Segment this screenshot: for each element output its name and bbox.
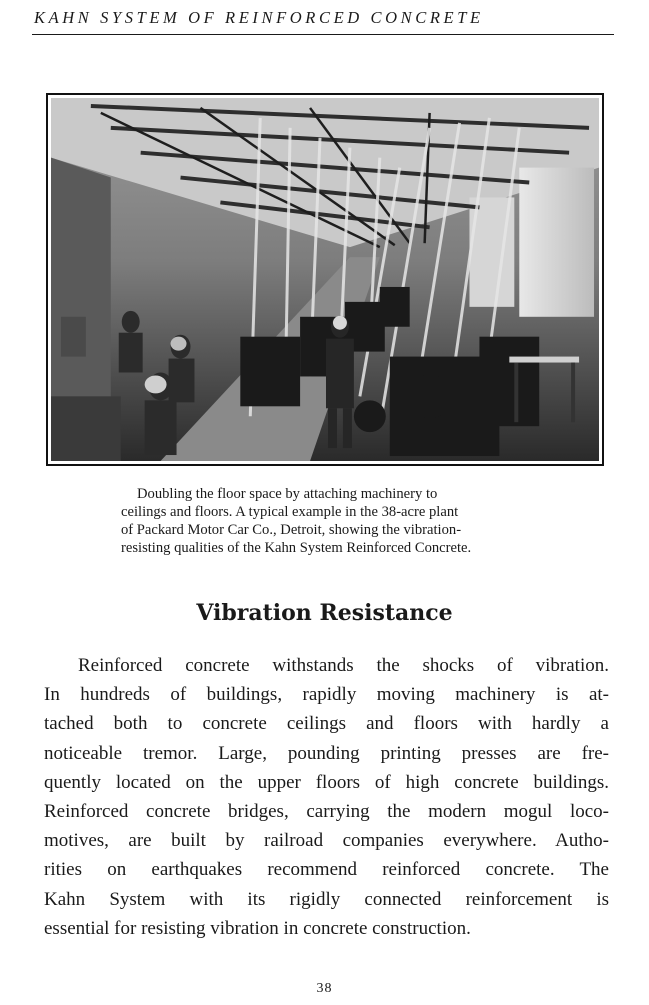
- caption-line: resisting qualities of the Kahn System Reinforced Concrete.: [121, 540, 472, 556]
- photo-caption: [121, 485, 551, 557]
- caption-line: of Packard Motor Car Co., Detroit, showing the vibration-: [121, 522, 462, 538]
- page-number: 38: [316, 981, 333, 996]
- body-paragraph: [44, 651, 609, 943]
- running-head: KAHN SYSTEM OF REINFORCED CONCRETE: [34, 8, 484, 27]
- body-line: In hundreds of buildings, rapidly moving machinery is at-: [44, 684, 609, 706]
- caption-line: Doubling the floor space by attaching machinery to: [137, 486, 438, 502]
- factory-photo-drawing: [51, 98, 599, 461]
- header-rule: [32, 34, 614, 35]
- body-line: Reinforced concrete bridges, carrying the modern mogul loco-: [44, 801, 609, 823]
- body-line: Kahn System with its rigidly connected reinforcement is: [44, 888, 609, 910]
- body-line: motives, are built by railroad companies everywhere. Autho-: [44, 830, 609, 852]
- body-line: essential for resisting vibration in concrete construction.: [44, 917, 471, 939]
- section-title: Vibration Resistance: [196, 600, 453, 626]
- body-line: noticeable tremor. Large, pounding printing presses are fre-: [44, 742, 609, 764]
- body-line: rities on earthquakes recommend reinforced concrete. The: [44, 859, 609, 881]
- factory-photo: [46, 93, 604, 466]
- body-line: tached both to concrete ceilings and floors with hardly a: [44, 713, 609, 735]
- body-line: quently located on the upper floors of high concrete buildings.: [44, 771, 609, 793]
- caption-line: ceilings and floors. A typical example in the 38-acre plant: [121, 504, 459, 520]
- body-line: Reinforced concrete withstands the shocks of vibration.: [78, 655, 609, 676]
